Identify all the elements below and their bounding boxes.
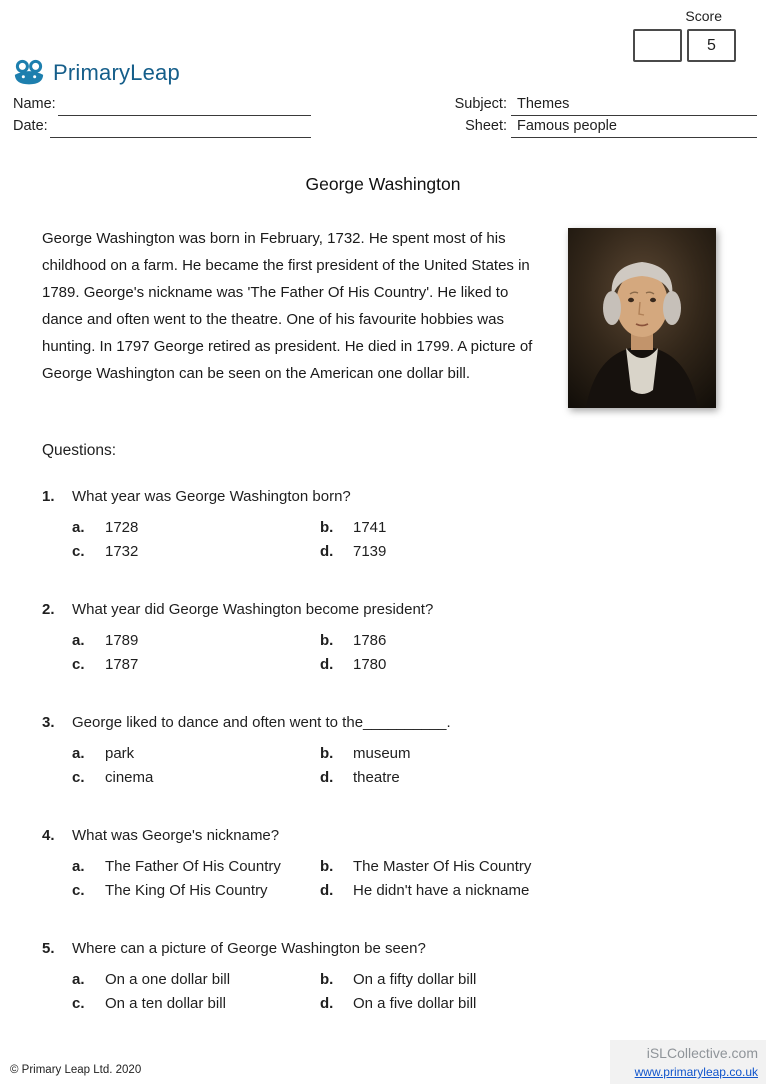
question-5-options	[72, 970, 716, 1013]
worksheet-body	[0, 225, 766, 1013]
worksheet-header	[0, 0, 766, 148]
date-line	[50, 116, 311, 138]
score-box-value: 5	[687, 29, 736, 62]
score-area	[628, 8, 736, 62]
primaryleap-logo	[12, 58, 180, 88]
question-number: 3.	[42, 714, 55, 731]
passage-section	[42, 225, 716, 408]
option-letter: c.	[72, 769, 85, 786]
option-letter: c.	[72, 882, 85, 899]
option-b	[320, 631, 716, 650]
sheet-value: Famous people	[511, 116, 757, 138]
option-c	[72, 994, 320, 1013]
option-letter: d.	[320, 995, 334, 1012]
score-label: Score	[685, 8, 722, 24]
question-number: 1.	[42, 488, 55, 505]
question-text: What year did George Washington become president?	[72, 601, 434, 618]
islcollective-brand: iSLCollective.com	[646, 1045, 758, 1061]
option-label: On a fifty dollar bill	[353, 971, 477, 988]
question-2	[42, 601, 716, 674]
option-letter: c.	[72, 543, 85, 560]
option-letter: a.	[72, 971, 85, 988]
option-letter: a.	[72, 745, 85, 762]
footer-attribution	[610, 1040, 766, 1084]
option-label: 1728	[105, 519, 139, 536]
option-letter: b.	[320, 971, 334, 988]
name-label: Name:	[13, 96, 56, 112]
question-4-options	[72, 857, 716, 900]
option-label: 1787	[105, 656, 139, 673]
question-number: 4.	[42, 827, 55, 844]
option-letter: c.	[72, 656, 85, 673]
question-text: George liked to dance and often went to the__________.	[72, 714, 451, 731]
option-label: On a ten dollar bill	[105, 995, 226, 1012]
option-letter: a.	[72, 632, 85, 649]
frog-icon	[12, 58, 46, 88]
passage-text: George Washington was born in February, 1732. He spent most of his childhood on a farm. He became the first president of the United States in 1789. George's nickname was 'The Father Of His Country'. He liked to dance and often went to the theatre. One of his favourite hobbies was hunting. In 1797 George retired as president. He died in 1799. A picture of George Washington can be seen on the American one dollar bill.	[42, 230, 533, 382]
option-label: 1732	[105, 543, 139, 560]
option-b	[320, 744, 716, 763]
option-d	[320, 994, 716, 1013]
option-letter: d.	[320, 656, 334, 673]
name-date-block	[13, 94, 311, 138]
option-letter: d.	[320, 769, 334, 786]
option-d	[320, 881, 716, 900]
option-letter: b.	[320, 745, 334, 762]
option-label: He didn't have a nickname	[353, 882, 530, 899]
option-label: 1741	[353, 519, 387, 536]
question-4	[42, 827, 716, 900]
option-letter: a.	[72, 858, 85, 875]
option-label: The King Of His Country	[105, 882, 268, 899]
option-d	[320, 768, 716, 787]
option-c	[72, 542, 320, 561]
option-c	[72, 655, 320, 674]
question-number: 5.	[42, 940, 55, 957]
subject-value: Themes	[511, 94, 757, 116]
george-washington-portrait	[568, 228, 716, 408]
option-d	[320, 542, 716, 561]
option-a	[72, 631, 320, 650]
question-1-options	[72, 518, 716, 561]
option-letter: b.	[320, 858, 334, 875]
question-1	[42, 488, 716, 561]
option-label: The Master Of His Country	[353, 858, 532, 875]
option-label: museum	[353, 745, 411, 762]
score-box-empty	[633, 29, 682, 62]
option-letter: c.	[72, 995, 85, 1012]
option-d	[320, 655, 716, 674]
option-b	[320, 857, 716, 876]
subject-sheet-block	[445, 94, 757, 138]
option-b	[320, 970, 716, 989]
option-label: park	[105, 745, 135, 762]
option-label: On a five dollar bill	[353, 995, 477, 1012]
option-label: cinema	[105, 769, 154, 786]
option-letter: a.	[72, 519, 85, 536]
question-3-options	[72, 744, 716, 787]
subject-label: Subject:	[454, 96, 507, 112]
option-label: 1786	[353, 632, 387, 649]
footer-copyright: © Primary Leap Ltd. 2020	[10, 1064, 142, 1076]
question-text: What was George's nickname?	[72, 827, 280, 844]
question-number: 2.	[42, 601, 55, 618]
option-c	[72, 768, 320, 787]
date-label: Date:	[13, 118, 48, 134]
question-5	[42, 940, 716, 1013]
questions-heading: Questions:	[42, 442, 117, 459]
option-a	[72, 970, 320, 989]
name-line	[58, 94, 311, 116]
option-label: The Father Of His Country	[105, 858, 281, 875]
option-letter: d.	[320, 543, 334, 560]
option-label: 1780	[353, 656, 387, 673]
option-letter: b.	[320, 519, 334, 536]
option-label: 1789	[105, 632, 139, 649]
option-label: theatre	[353, 769, 400, 786]
question-3	[42, 714, 716, 787]
option-label: On a one dollar bill	[105, 971, 231, 988]
question-text: Where can a picture of George Washington be seen?	[72, 940, 426, 957]
option-label: 7139	[353, 543, 387, 560]
question-text: What year was George Washington born?	[72, 488, 351, 505]
sheet-label: Sheet:	[465, 118, 507, 134]
option-a	[72, 744, 320, 763]
logo-text: PrimaryLeap	[53, 60, 180, 85]
question-2-options	[72, 631, 716, 674]
option-a	[72, 857, 320, 876]
option-letter: d.	[320, 882, 334, 899]
option-letter: b.	[320, 632, 334, 649]
primaryleap-link[interactable]: www.primaryleap.co.uk	[634, 1065, 758, 1079]
option-b	[320, 518, 716, 537]
page-title: George Washington	[305, 174, 461, 194]
option-c	[72, 881, 320, 900]
option-a	[72, 518, 320, 537]
